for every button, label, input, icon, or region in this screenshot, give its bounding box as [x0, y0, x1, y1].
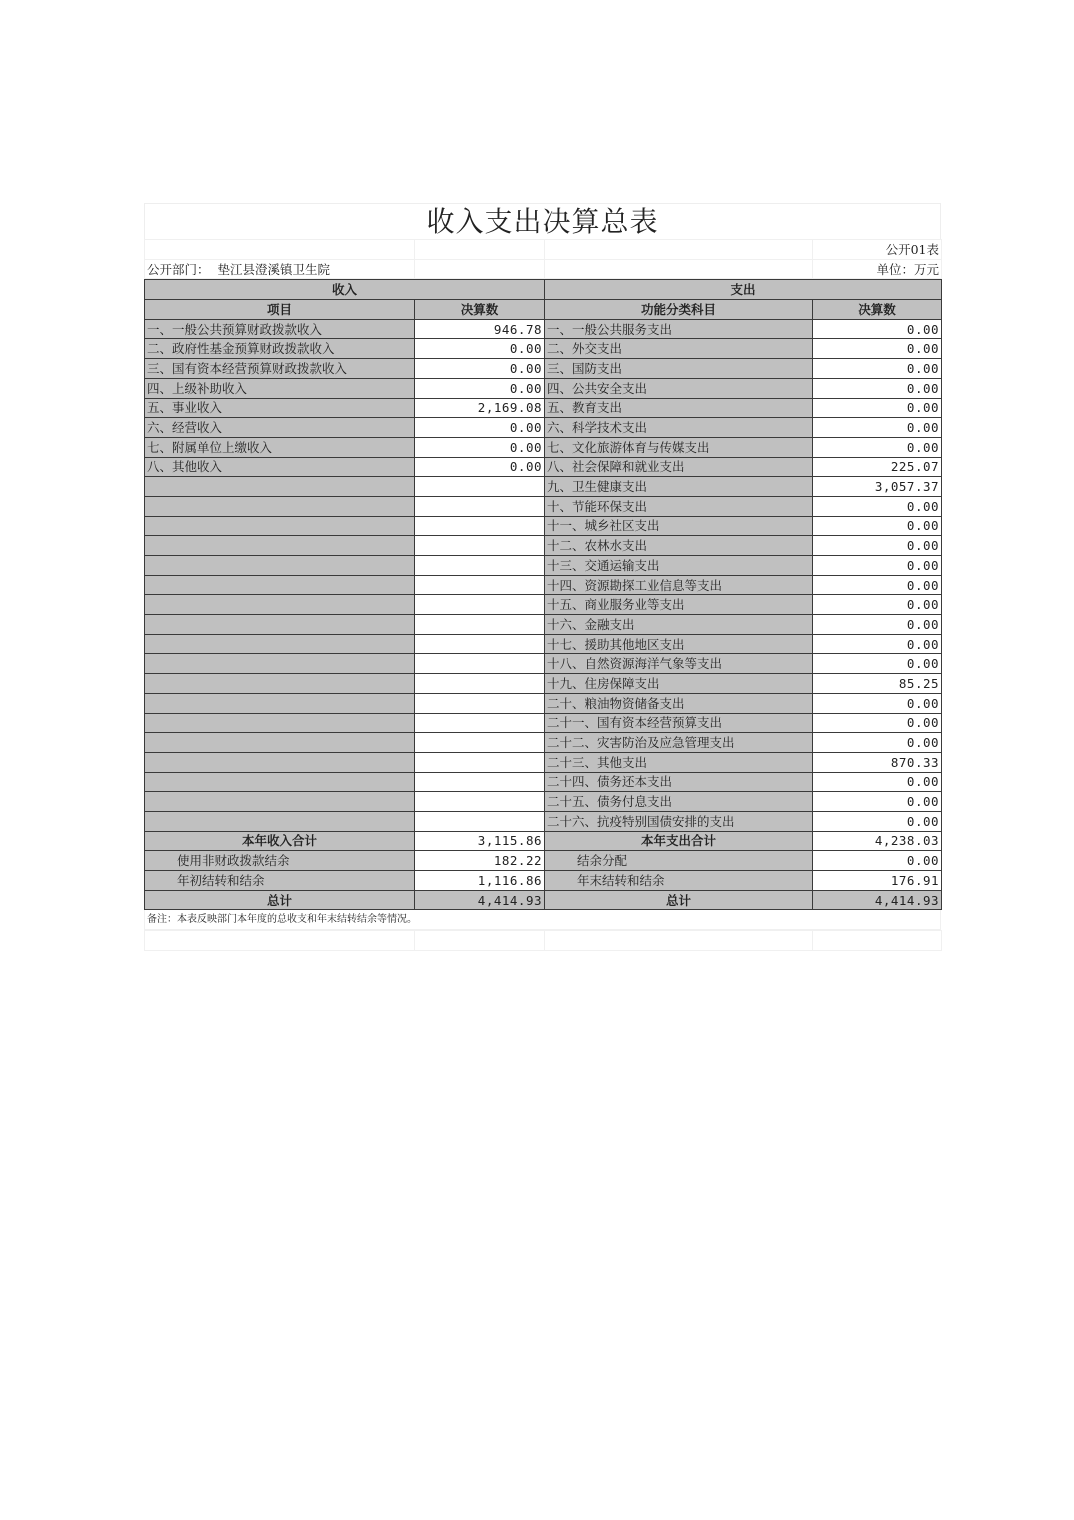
income-amount: [415, 693, 545, 713]
income-amount: [415, 516, 545, 536]
income-item: [145, 654, 415, 674]
expense-category: 二十三、其他支出: [545, 752, 813, 772]
expense-category: 十一、城乡社区支出: [545, 516, 813, 536]
table-row: [145, 634, 942, 654]
table-row: [145, 457, 942, 477]
income-item: [145, 752, 415, 772]
table-row: [145, 693, 942, 713]
income-item: [145, 634, 415, 654]
income-item: 七、附属单位上缴收入: [145, 437, 415, 457]
report-table: [144, 279, 942, 910]
income-amount: [415, 477, 545, 497]
expense-amount: 0.00: [813, 634, 942, 654]
expense-amount: 0.00: [813, 575, 942, 595]
income-item: [145, 556, 415, 576]
expense-amount: 0.00: [813, 811, 942, 831]
income-item: [145, 496, 415, 516]
expense-category: 十六、金融支出: [545, 615, 813, 635]
income-amount: [415, 674, 545, 694]
income-header: 收入: [145, 280, 545, 300]
expense-amount: 0.00: [813, 792, 942, 812]
year-income-value: 3,115.86: [415, 831, 545, 851]
category-header: 功能分类科目: [545, 300, 813, 320]
income-amount: [415, 536, 545, 556]
department-name: 垫江县澄溪镇卫生院: [217, 261, 330, 277]
nonfiscal-row: [145, 851, 942, 871]
footnote: 备注：本表反映部门本年度的总收支和年末结转结余等情况。: [144, 910, 941, 930]
expense-amount: 870.33: [813, 752, 942, 772]
grand-income-value: 4,414.93: [415, 890, 545, 910]
column-header-row: [145, 300, 942, 320]
expense-category: 十八、自然资源海洋气象等支出: [545, 654, 813, 674]
income-item: [145, 713, 415, 733]
expense-category: 八、社会保障和就业支出: [545, 457, 813, 477]
department: [145, 259, 415, 279]
expense-amount: 0.00: [813, 359, 942, 379]
expense-amount: 85.25: [813, 674, 942, 694]
expense-amount: 0.00: [813, 418, 942, 438]
table-row: [145, 319, 942, 339]
year-income-label: 本年收入合计: [145, 831, 415, 851]
expense-amount: 0.00: [813, 693, 942, 713]
begin-label: 年初结转和结余: [145, 871, 415, 891]
report-meta: [144, 239, 942, 279]
income-amount: 946.78: [415, 319, 545, 339]
expense-amount: 0.00: [813, 437, 942, 457]
table-row: [145, 772, 942, 792]
table-row: [145, 595, 942, 615]
income-item: [145, 595, 415, 615]
grand-expense-value: 4,414.93: [813, 890, 942, 910]
nonfiscal-value: 182.22: [415, 851, 545, 871]
year-total-row: [145, 831, 942, 851]
income-amount: 2,169.08: [415, 398, 545, 418]
expense-amount: 0.00: [813, 339, 942, 359]
income-amount: 0.00: [415, 378, 545, 398]
income-item: [145, 733, 415, 753]
end-label: 年末结转和结余: [545, 871, 813, 891]
table-row: [145, 398, 942, 418]
expense-category: 二十六、抗疫特别国债安排的支出: [545, 811, 813, 831]
expense-amount: 0.00: [813, 556, 942, 576]
expense-category: 十三、交通运输支出: [545, 556, 813, 576]
nonfiscal-label: 使用非财政拨款结余: [145, 851, 415, 871]
expense-category: 二十、粮油物资储备支出: [545, 693, 813, 713]
table-row: [145, 556, 942, 576]
income-item: [145, 477, 415, 497]
form-code: 公开01表: [813, 240, 942, 260]
trailing-blank-row: [144, 930, 942, 951]
income-amount: 0.00: [415, 418, 545, 438]
expense-amount: 0.00: [813, 595, 942, 615]
income-amount: [415, 615, 545, 635]
table-row: [145, 752, 942, 772]
income-amount: 0.00: [415, 457, 545, 477]
table-row: [145, 654, 942, 674]
table-row: [145, 811, 942, 831]
income-item: [145, 575, 415, 595]
income-item: [145, 772, 415, 792]
expense-category: 二十一、国有资本经营预算支出: [545, 713, 813, 733]
expense-category: 二十四、债务还本支出: [545, 772, 813, 792]
income-item: 三、国有资本经营预算财政拨款收入: [145, 359, 415, 379]
allocation-value: 0.00: [813, 851, 942, 871]
expense-category: 十、节能环保支出: [545, 496, 813, 516]
expense-amount: 225.07: [813, 457, 942, 477]
expense-amount: 0.00: [813, 615, 942, 635]
income-amount: [415, 733, 545, 753]
income-item: 一、一般公共预算财政拨款收入: [145, 319, 415, 339]
expense-category: 二十五、债务付息支出: [545, 792, 813, 812]
expense-amount: 3,057.37: [813, 477, 942, 497]
amount2-header: 决算数: [813, 300, 942, 320]
expense-category: 十七、援助其他地区支出: [545, 634, 813, 654]
income-amount: [415, 772, 545, 792]
income-amount: [415, 752, 545, 772]
income-item: 八、其他收入: [145, 457, 415, 477]
table-row: [145, 496, 942, 516]
carryover-row: [145, 871, 942, 891]
income-item: [145, 674, 415, 694]
section-header-row: [145, 280, 942, 300]
expense-category: 十二、农林水支出: [545, 536, 813, 556]
expense-category: 二、外交支出: [545, 339, 813, 359]
table-row: [145, 437, 942, 457]
table-row: [145, 418, 942, 438]
income-item: 五、事业收入: [145, 398, 415, 418]
income-item: [145, 516, 415, 536]
report-title: 收入支出决算总表: [144, 203, 941, 239]
table-row: [145, 674, 942, 694]
table-row: [145, 477, 942, 497]
income-item: 二、政府性基金预算财政拨款收入: [145, 339, 415, 359]
expense-category: 一、一般公共服务支出: [545, 319, 813, 339]
expense-amount: 0.00: [813, 733, 942, 753]
table-row: [145, 378, 942, 398]
expense-category: 五、教育支出: [545, 398, 813, 418]
unit-label: 单位：万元: [813, 259, 942, 279]
expense-amount: 0.00: [813, 516, 942, 536]
expense-category: 十九、住房保障支出: [545, 674, 813, 694]
income-item: [145, 792, 415, 812]
expense-amount: 0.00: [813, 772, 942, 792]
expense-category: 四、公共安全支出: [545, 378, 813, 398]
department-label: 公开部门：: [147, 261, 210, 277]
income-item: 六、经营收入: [145, 418, 415, 438]
expense-category: 十四、资源勘探工业信息等支出: [545, 575, 813, 595]
amount-header: 决算数: [415, 300, 545, 320]
income-item: [145, 536, 415, 556]
table-row: [145, 575, 942, 595]
expense-category: 二十二、灾害防治及应急管理支出: [545, 733, 813, 753]
income-amount: 0.00: [415, 359, 545, 379]
expense-category: 六、科学技术支出: [545, 418, 813, 438]
income-amount: [415, 595, 545, 615]
expense-category: 七、文化旅游体育与传媒支出: [545, 437, 813, 457]
income-amount: [415, 792, 545, 812]
income-amount: [415, 713, 545, 733]
expense-amount: 0.00: [813, 536, 942, 556]
income-item: [145, 615, 415, 635]
expense-amount: 0.00: [813, 398, 942, 418]
table-row: [145, 713, 942, 733]
expense-category: 九、卫生健康支出: [545, 477, 813, 497]
allocation-label: 结余分配: [545, 851, 813, 871]
income-amount: [415, 496, 545, 516]
income-amount: [415, 634, 545, 654]
income-amount: [415, 654, 545, 674]
table-row: [145, 792, 942, 812]
expense-category: 十五、商业服务业等支出: [545, 595, 813, 615]
end-value: 176.91: [813, 871, 942, 891]
income-item: 四、上级补助收入: [145, 378, 415, 398]
table-row: [145, 516, 942, 536]
income-amount: [415, 811, 545, 831]
expense-amount: 0.00: [813, 654, 942, 674]
table-row: [145, 615, 942, 635]
income-amount: [415, 556, 545, 576]
income-item: [145, 693, 415, 713]
year-expense-label: 本年支出合计: [545, 831, 813, 851]
income-amount: 0.00: [415, 339, 545, 359]
item-header: 项目: [145, 300, 415, 320]
expense-header: 支出: [545, 280, 942, 300]
table-row: [145, 536, 942, 556]
expense-amount: 0.00: [813, 378, 942, 398]
table-row: [145, 733, 942, 753]
year-expense-value: 4,238.03: [813, 831, 942, 851]
expense-amount: 0.00: [813, 496, 942, 516]
grand-income-label: 总计: [145, 890, 415, 910]
expense-category: 三、国防支出: [545, 359, 813, 379]
expense-amount: 0.00: [813, 319, 942, 339]
begin-value: 1,116.86: [415, 871, 545, 891]
income-amount: [415, 575, 545, 595]
report-sheet: [144, 203, 941, 951]
grand-expense-label: 总计: [545, 890, 813, 910]
expense-amount: 0.00: [813, 713, 942, 733]
grand-total-row: [145, 890, 942, 910]
table-row: [145, 339, 942, 359]
income-amount: 0.00: [415, 437, 545, 457]
income-item: [145, 811, 415, 831]
table-row: [145, 359, 942, 379]
